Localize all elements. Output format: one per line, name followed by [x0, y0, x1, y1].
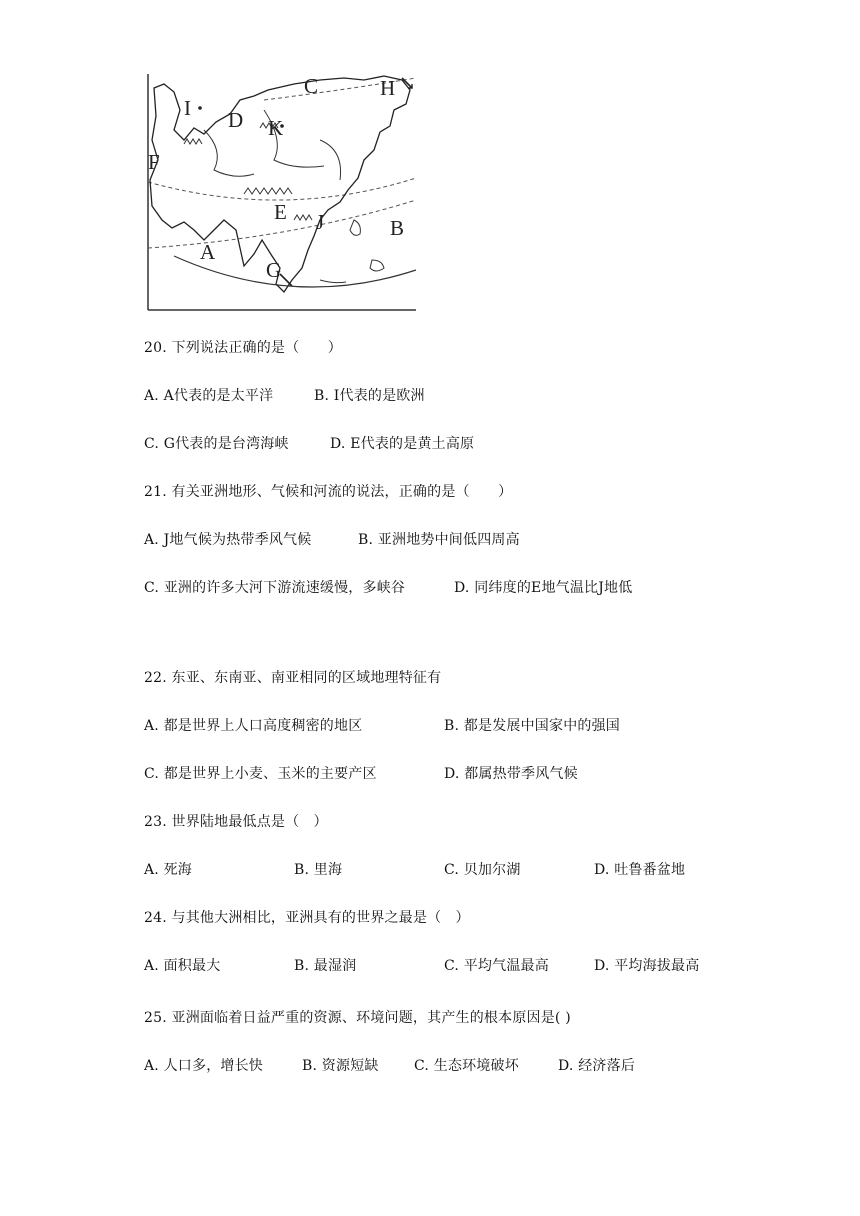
question-20-option-d: D. E代表的是黄土高原 — [330, 436, 475, 452]
question-22-stem: 22. 东亚、东南亚、南亚相同的区域地理特征有 — [144, 670, 442, 686]
question-21-option-b: B. 亚洲地势中间低四周高 — [358, 532, 520, 548]
question-23-option-d: D. 吐鲁番盆地 — [594, 862, 686, 878]
question-24-option-d: D. 平均海拔最高 — [594, 958, 700, 974]
map-label-d: D — [228, 108, 244, 132]
map-label-a: A — [200, 240, 216, 264]
question-22-option-c: C. 都是世界上小麦、玉米的主要产区 — [144, 766, 377, 782]
question-20-stem: 20. 下列说法正确的是（ ） — [144, 340, 342, 356]
question-24-stem: 24. 与其他大洲相比，亚洲具有的世界之最是（ ） — [144, 910, 470, 926]
question-24-options-row — [144, 956, 744, 976]
question-20-option-b: B. I代表的是欧洲 — [314, 388, 425, 404]
question-23-options-row — [144, 860, 744, 880]
question-20-options-row-2 — [144, 434, 744, 454]
map-label-i: I — [184, 96, 191, 120]
question-25-option-c: C. 生态环境破坏 — [414, 1058, 519, 1074]
question-25-option-b: B. 资源短缺 — [302, 1058, 379, 1074]
question-20-option-c: C. G代表的是台湾海峡 — [144, 436, 289, 452]
question-23-option-b: B. 里海 — [294, 862, 343, 878]
question-23-option-a: A. 死海 — [144, 862, 193, 878]
question-25-option-a: A. 人口多，增长快 — [144, 1058, 264, 1074]
map-label-j: J — [316, 210, 325, 234]
question-22-option-d: D. 都属热带季风气候 — [444, 766, 578, 782]
question-24-option-b: B. 最湿润 — [294, 958, 357, 974]
question-22-options-row-1 — [144, 716, 744, 736]
question-25-options-row — [144, 1056, 744, 1076]
question-21-options-row-2 — [144, 578, 744, 598]
question-21-option-a: A. J地气候为热带季风气候 — [144, 532, 312, 548]
map-label-g: G — [266, 258, 282, 282]
question-23-option-c: C. 贝加尔湖 — [444, 862, 521, 878]
question-25-option-d: D. 经济落后 — [558, 1058, 636, 1074]
question-22-option-a: A. 都是世界上人口高度稠密的地区 — [144, 718, 363, 734]
map-label-h: H — [380, 76, 396, 100]
question-24-option-a: A. 面积最大 — [144, 958, 221, 974]
asia-map-figure — [144, 70, 418, 314]
question-23-stem: 23. 世界陆地最低点是（ ） — [144, 814, 328, 830]
question-22-option-b: B. 都是发展中国家中的强国 — [444, 718, 620, 734]
map-label-c: C — [304, 74, 319, 98]
question-24-option-c: C. 平均气温最高 — [444, 958, 549, 974]
question-21-stem: 21. 有关亚洲地形、气候和河流的说法，正确的是（ ） — [144, 484, 513, 500]
question-22-options-row-2 — [144, 764, 744, 784]
map-label-f: F — [148, 150, 160, 174]
map-label-b: B — [390, 216, 405, 240]
map-label-k: K — [268, 116, 284, 140]
question-21-option-d: D. 同纬度的E地气温比J地低 — [454, 580, 633, 596]
question-21-option-c: C. 亚洲的许多大河下游流速缓慢，多峡谷 — [144, 580, 406, 596]
map-label-e: E — [274, 200, 287, 224]
question-21-options-row-1 — [144, 530, 744, 550]
question-20-options-row-1 — [144, 386, 744, 406]
question-25-stem: 25. 亚洲面临着日益严重的资源、环境问题，其产生的根本原因是( ) — [144, 1010, 571, 1026]
question-20-option-a: A. A代表的是太平洋 — [144, 388, 274, 404]
